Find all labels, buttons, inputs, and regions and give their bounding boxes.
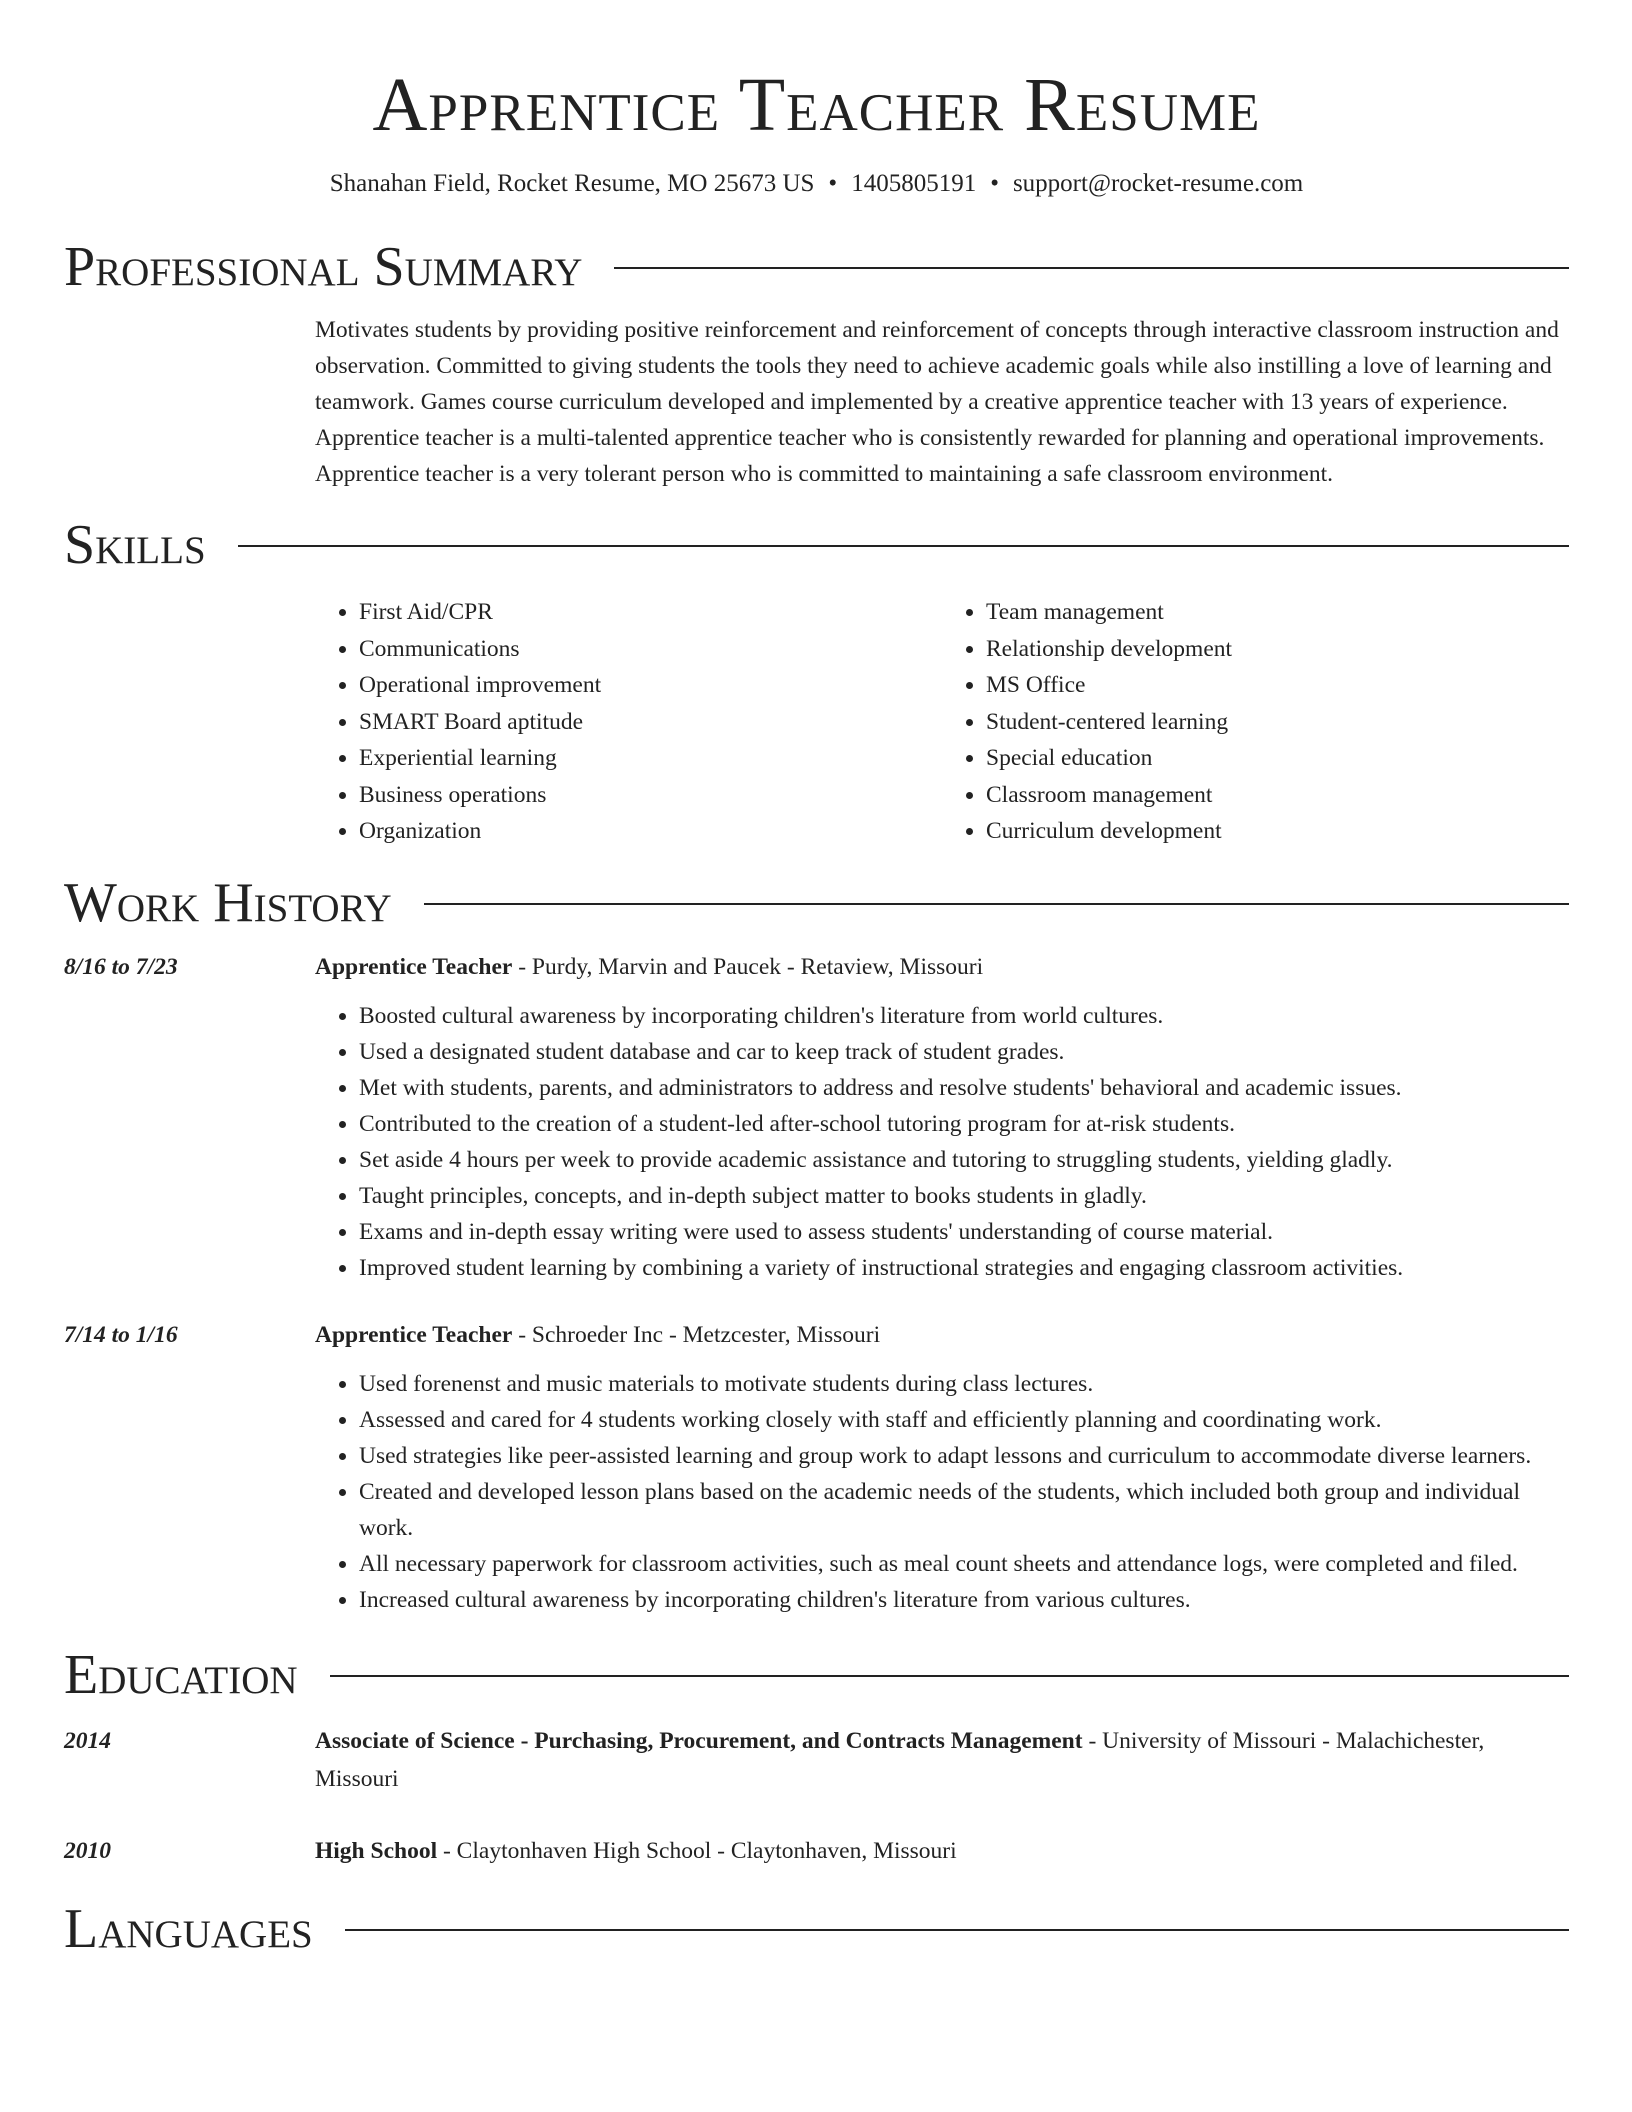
skill-item: • Student-centered learning	[986, 704, 1569, 741]
work-bullet: • Set aside 4 hours per week to provide academic assistance and tutoring to struggling students, yielding gladly.	[359, 1142, 1569, 1178]
education-content	[315, 1722, 1569, 1798]
work-role: Apprentice Teacher	[315, 1321, 513, 1348]
section-divider	[614, 267, 1569, 269]
work-bullet: • Used forenenst and music materials to motivate students during class lectures.	[359, 1366, 1569, 1402]
work-bullet: • Boosted cultural awareness by incorporating children's literature from world cultures.	[359, 998, 1569, 1034]
contact-separator: •	[990, 170, 999, 197]
work-bullet: • Created and developed lesson plans based on the academic needs of the students, which included both group and individual work.	[359, 1474, 1569, 1546]
work-bullet: • Increased cultural awareness by incorporating children's literature from various cultures.	[359, 1582, 1569, 1618]
skills-column-left	[315, 594, 942, 850]
skill-item: • Experiential learning	[359, 740, 942, 777]
work-bullet: • All necessary paperwork for classroom activities, such as meal count sheets and attendance logs, were completed and filed.	[359, 1546, 1569, 1582]
section-divider	[424, 903, 1569, 905]
education-year: 2010	[64, 1837, 111, 1864]
skill-item: • Team management	[986, 594, 1569, 631]
work-bullet: • Taught principles, concepts, and in-depth subject matter to books students in gladly.	[359, 1178, 1569, 1214]
contact-email: support@rocket-resume.com	[1012, 170, 1304, 197]
work-bullet: • Contributed to the creation of a student-led after-school tutoring program for at-risk students.	[359, 1106, 1569, 1142]
skill-item: • Relationship development	[986, 631, 1569, 668]
work-dates: 7/14 to 1/16	[64, 1321, 178, 1348]
education-details: - Claytonhaven High School - Claytonhaven, Missouri	[437, 1837, 957, 1864]
work-role: Apprentice Teacher	[315, 953, 513, 980]
work-content	[315, 1316, 1569, 1618]
work-entry	[64, 948, 1569, 1286]
work-details: - Purdy, Marvin and Paucek - Retaview, Missouri	[512, 953, 984, 980]
skill-item: • Communications	[359, 631, 942, 668]
contact-separator: •	[828, 170, 838, 197]
skills-column-right	[942, 594, 1569, 850]
skills-list	[315, 594, 1569, 850]
skill-item: • First Aid/CPR	[359, 594, 942, 631]
summary-body	[315, 312, 1569, 492]
summary-text: Motivates students by providing positive reinforcement and reinforcement of concepts through interactive classroom instruction and observation. Committed to giving students the tools they need to achieve academic goals while also instilling a love of learning and teamwork. Games course curriculum developed and implemented by a creative apprentice teacher with 13 years of experience. Apprentice teacher is a multi-talented apprentice teacher who is consistently rewarded for planning and operational improvements. Apprentice teacher is a very tolerant person who is committed to maintaining a safe classroom environment.	[315, 317, 1559, 487]
skill-item: • MS Office	[986, 667, 1569, 704]
work-details: - Schroeder Inc - Metzcester, Missouri	[512, 1321, 881, 1348]
work-dates: 8/16 to 7/23	[64, 953, 178, 980]
education-degree: Associate of Science - Purchasing, Procurement, and Contracts Management	[315, 1727, 1083, 1754]
skill-item: • Special education	[986, 740, 1569, 777]
section-divider	[330, 1675, 1569, 1677]
work-bullet: • Used strategies like peer-assisted learning and group work to adapt lessons and curriculum to accommodate diverse learners.	[359, 1438, 1569, 1474]
education-section-header	[64, 1640, 1569, 1710]
education-heading: Education	[64, 1643, 298, 1706]
section-divider	[238, 545, 1569, 547]
languages-section-header	[64, 1894, 1569, 1964]
work-bullet: • Assessed and cared for 4 students working closely with staff and efficiently planning and coordinating work.	[359, 1402, 1569, 1438]
work-bullet: • Used a designated student database and car to keep track of student grades.	[359, 1034, 1569, 1070]
contact-address: Shanahan Field, Rocket Resume, MO 25673 US	[329, 170, 815, 197]
work-section-header	[64, 868, 1569, 938]
summary-section-header	[64, 232, 1569, 302]
resume-title: Apprentice Teacher Resume	[372, 63, 1261, 147]
work-bullets	[315, 1366, 1569, 1618]
work-bullet: • Exams and in-depth essay writing were used to assess students' understanding of course material.	[359, 1214, 1569, 1250]
skill-item: • Organization	[359, 813, 942, 850]
skill-item: • Business operations	[359, 777, 942, 814]
skill-item: • Classroom management	[986, 777, 1569, 814]
work-title-line	[315, 1316, 1569, 1354]
education-entry	[64, 1832, 1569, 1870]
education-year: 2014	[64, 1727, 111, 1754]
work-title-line	[315, 948, 1569, 986]
work-bullets	[315, 998, 1569, 1286]
skill-item: • SMART Board aptitude	[359, 704, 942, 741]
skills-heading: Skills	[64, 514, 206, 576]
contact-line	[64, 168, 1569, 200]
resume-page	[64, 0, 1569, 1964]
education-degree: High School	[315, 1837, 438, 1864]
work-heading: Work History	[64, 871, 392, 934]
education-content	[315, 1832, 1569, 1870]
work-entry	[64, 1316, 1569, 1618]
work-content	[315, 948, 1569, 1286]
work-bullet: • Met with students, parents, and administrators to address and resolve students' behavioral and academic issues.	[359, 1070, 1569, 1106]
section-divider	[345, 1929, 1569, 1931]
languages-heading: Languages	[64, 1897, 313, 1960]
skills-section-header	[64, 510, 1569, 580]
summary-heading: Professional Summary	[64, 236, 583, 298]
education-entry	[64, 1722, 1569, 1798]
education-details: - University of Missouri - Malachichester, Missouri	[315, 1727, 1485, 1792]
work-bullet: • Improved student learning by combining a variety of instructional strategies and engaging classroom activities.	[359, 1250, 1569, 1286]
skill-item: • Curriculum development	[986, 813, 1569, 850]
skill-item: • Operational improvement	[359, 667, 942, 704]
contact-phone: 1405805191	[851, 170, 977, 197]
